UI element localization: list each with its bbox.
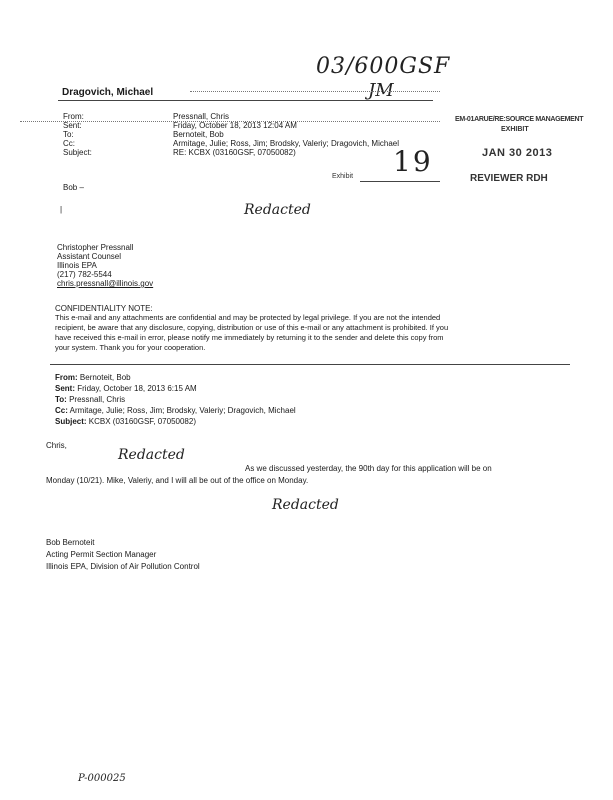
email1-sig-name: Christopher Pressnall xyxy=(57,243,134,252)
email1-greeting: Bob – xyxy=(63,183,84,192)
email1-sig-org: Illinois EPA xyxy=(57,261,97,270)
confidentiality-line-3: have received this e-mail in error, please notify me immediately by returning it to the sender and delete this copy from xyxy=(55,333,444,342)
confidentiality-heading: CONFIDENTIALITY NOTE: xyxy=(55,304,153,313)
header-rule xyxy=(58,100,433,101)
email2-greeting: Chris, xyxy=(46,441,67,450)
stamp-line1: EM-01ARUE/RE:SOURCE MANAGEMENT xyxy=(455,116,584,123)
email2-subject: Subject: KCBX (03160GSF, 07050082) xyxy=(55,417,196,426)
email2-to: To: Pressnall, Chris xyxy=(55,395,126,404)
stamp-exhibit-label: Exhibit xyxy=(332,173,354,180)
email2-sig-name: Bob Bernoteit xyxy=(46,538,95,547)
bates-number: P-000025 xyxy=(78,773,126,784)
email2-sent: Sent: Friday, October 18, 2013 6:15 AM xyxy=(55,384,197,393)
header-dotted-rule xyxy=(190,91,440,92)
email1-subject-value: RE: KCBX (03160GSF, 07050082) xyxy=(173,148,296,157)
email1-to-label: To: xyxy=(63,130,74,139)
confidentiality-line-1: This e-mail and any attachments are confidential and may be protected by legal privilege. If you are not the intended xyxy=(55,313,441,322)
email-separator xyxy=(50,364,570,365)
email1-bracket-mark: | xyxy=(60,205,63,214)
email1-sig-email[interactable]: chris.pressnall@illinois.gov xyxy=(57,279,154,288)
confidentiality-line-4: your system. Thank you for your cooperation. xyxy=(55,343,206,352)
email1-cc-label: Cc: xyxy=(63,139,75,148)
email1-subject-label: Subject: xyxy=(63,148,92,157)
email1-cc-value: Armitage, Julie; Ross, Jim; Brodsky, Valeriy; Dragovich, Michael xyxy=(173,139,399,148)
handwritten-initials: JM xyxy=(368,80,394,101)
stamp-line2: EXHIBIT xyxy=(501,126,529,133)
stamp-exhibit-underline xyxy=(360,181,440,182)
email1-sig-title: Assistant Counsel xyxy=(57,252,122,261)
email1-header-dotted-rule xyxy=(20,121,440,122)
email2-body-line-1: As we discussed yesterday, the 90th day for this application will be on xyxy=(245,464,492,473)
email1-sent-value: Friday, October 18, 2013 12:04 AM xyxy=(173,121,297,130)
author-name: Dragovich, Michael xyxy=(62,87,154,98)
email1-sig-phone: (217) 782-5544 xyxy=(57,270,112,279)
email2-cc: Cc: Armitage, Julie; Ross, Jim; Brodsky, Valeriy; Dragovich, Michael xyxy=(55,406,296,415)
confidentiality-line-2: recipient, be aware that any disclosure, copying, distribution or use of this e-mail or any attachment is prohibited. If you xyxy=(55,323,449,332)
handwritten-exhibit-number: 19 xyxy=(393,145,433,178)
email2-sig-title: Acting Permit Section Manager xyxy=(46,550,157,559)
email2-from: From: Bernoteit, Bob xyxy=(55,373,131,382)
email1-sent-label: Sent: xyxy=(63,121,82,130)
redacted-mark-3: Redacted xyxy=(272,497,339,513)
email1-from-value: Pressnall, Chris xyxy=(173,112,230,121)
email2-sig-org: Illinois EPA, Division of Air Pollution Control xyxy=(46,562,200,571)
stamp-reviewer: REVIEWER RDH xyxy=(470,173,548,184)
stamp-date: JAN 30 2013 xyxy=(482,147,553,159)
email1-from-label: From: xyxy=(63,112,84,121)
handwritten-case-number: 03/600GSF xyxy=(316,54,451,79)
email1-to-value: Bernoteit, Bob xyxy=(173,130,224,139)
email2-body-line-2: Monday (10/21). Mike, Valeriy, and I will all be out of the office on Monday. xyxy=(46,476,309,485)
redacted-mark-1: Redacted xyxy=(244,202,311,218)
redacted-mark-2: Redacted xyxy=(118,447,185,463)
